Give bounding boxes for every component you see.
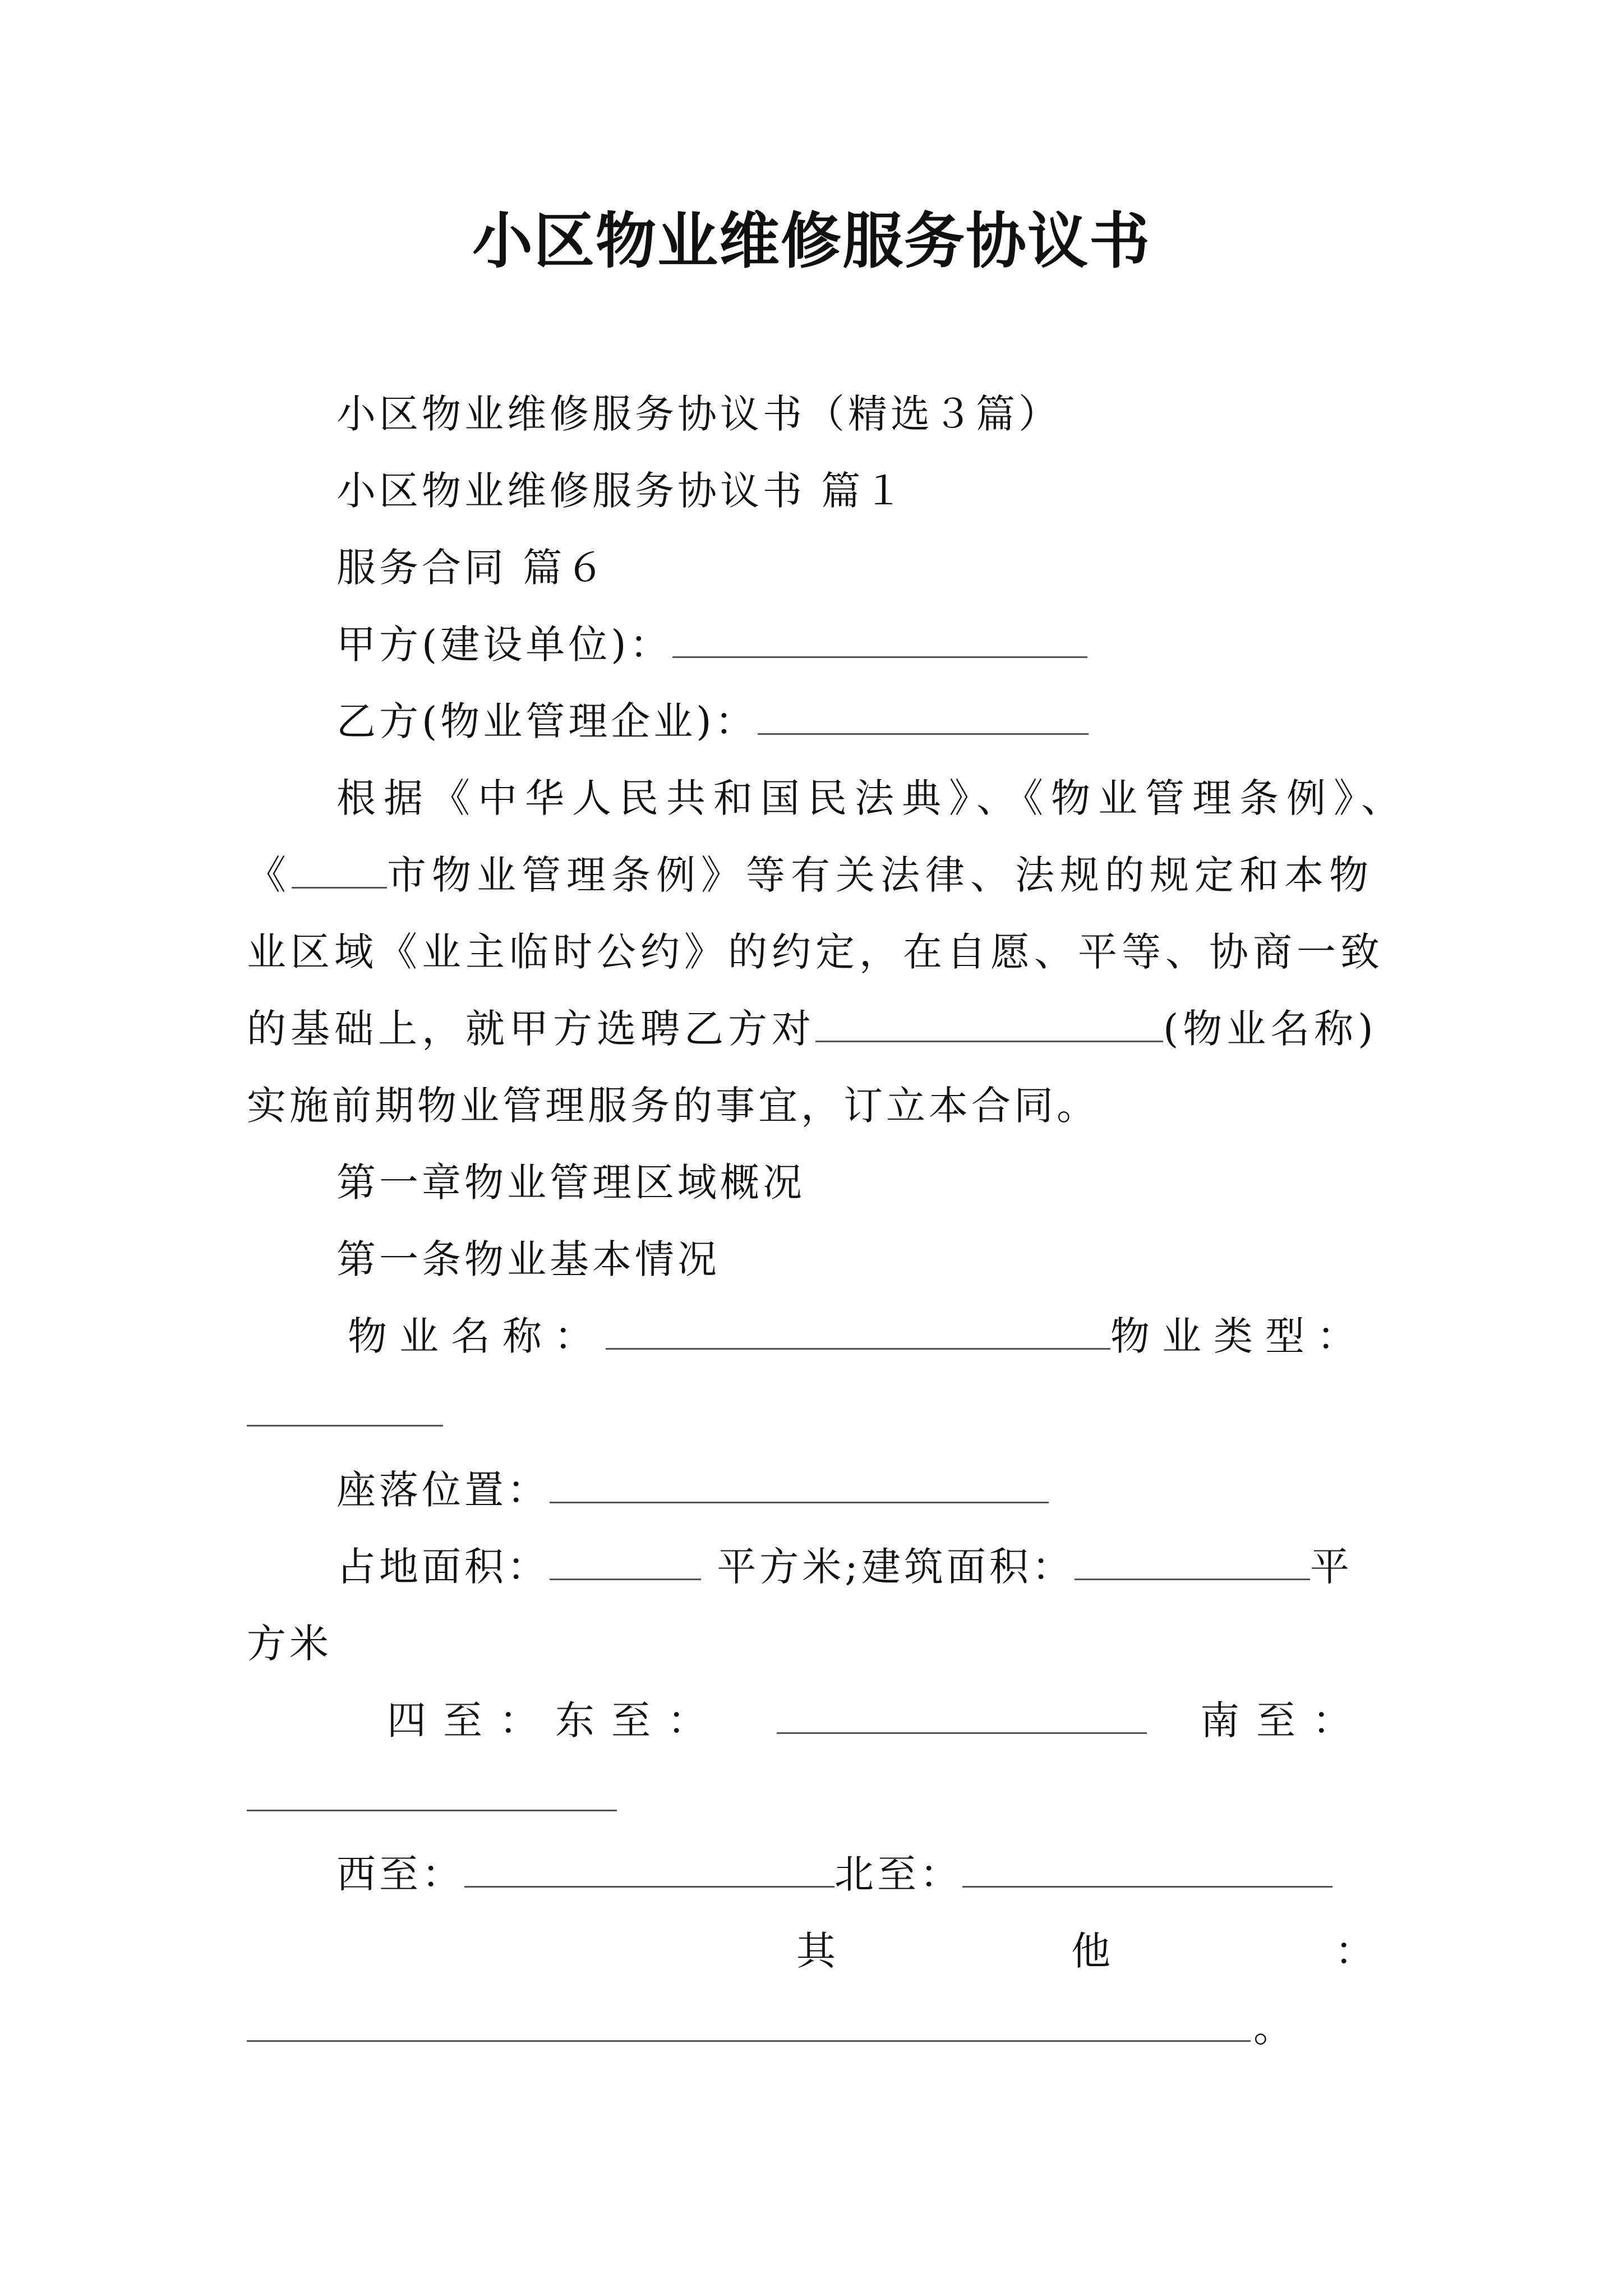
article-1-heading: 第一条物业基本情况 [336, 1236, 720, 1282]
west-north-row [336, 1846, 1332, 1902]
intro-line-2: 《 市物业管理条例》等有关法律、法规的规定和本物 [247, 847, 1374, 903]
north-label: 北至： [834, 1851, 962, 1897]
end-mark: 。 [1253, 2005, 1296, 2051]
property-type-label: 物业类型： [1110, 1313, 1368, 1359]
party-a-label: 甲方(建设单位)： [336, 622, 672, 668]
party-b-blank[interactable] [758, 696, 1089, 735]
area-row [336, 1539, 1353, 1595]
boundary-label: 四至：东至： [387, 1697, 723, 1743]
property-type-blank[interactable] [247, 1425, 443, 1427]
chapter-1-heading: 第一章物业管理区域概况 [336, 1159, 805, 1205]
other-label-c: ： [1335, 1928, 1377, 1974]
other-label-a: 其 [796, 1928, 839, 1974]
party-b-row [336, 693, 1089, 749]
contract-heading: 服务合同 篇６ [336, 545, 608, 591]
article-heading: 小区物业维修服务协议书 篇１ [336, 468, 907, 514]
boundary-row [387, 1692, 1368, 1749]
location-blank[interactable] [550, 1465, 1049, 1503]
intro-line-4: 的基础上，就甲方选聘乙方对 (物业名称) [247, 1001, 1378, 1057]
land-area-unit: 平方米;建筑面积： [717, 1544, 1075, 1590]
party-b-label: 乙方(物业管理企业)： [336, 698, 758, 744]
party-a-blank[interactable] [672, 619, 1087, 658]
south-blank[interactable] [247, 1810, 617, 1811]
location-label: 座落位置： [336, 1467, 550, 1513]
intro-line-3: 业区域《业主临时公约》的约定，在自愿、平等、协商一致 [247, 929, 1384, 975]
property-name-blank-intro[interactable] [815, 1004, 1163, 1042]
property-name-blank[interactable] [606, 1311, 1110, 1350]
land-area-blank[interactable] [550, 1542, 701, 1580]
property-name-label: 物业名称： [348, 1313, 606, 1359]
other-blank[interactable] [247, 2040, 1251, 2042]
property-row [348, 1308, 1368, 1364]
building-area-unit-a: 平 [1310, 1544, 1353, 1590]
west-blank[interactable] [464, 1849, 834, 1888]
intro-line-5: 实施前期物业管理服务的事宜，订立本合同。 [247, 1083, 1099, 1129]
location-row [336, 1462, 1049, 1518]
east-blank[interactable] [777, 1695, 1147, 1734]
intro-line-1: 根据《中华人民共和国民法典》、《物业管理条例》、 [336, 775, 1408, 821]
city-blank[interactable] [292, 850, 387, 889]
building-area-unit-b: 方米 [247, 1621, 332, 1667]
building-area-blank[interactable] [1075, 1542, 1310, 1580]
north-blank[interactable] [962, 1849, 1332, 1888]
west-label: 西至： [336, 1851, 464, 1897]
subtitle: 小区物业维修服务协议书（精选３篇） [336, 391, 1061, 437]
party-a-row [336, 616, 1087, 673]
south-label: 南至： [1200, 1697, 1368, 1743]
land-area-label: 占地面积： [336, 1544, 550, 1590]
document-title: 小区物业维修服务协议书 [472, 206, 1151, 277]
other-label-b: 他 [1071, 1928, 1114, 1974]
